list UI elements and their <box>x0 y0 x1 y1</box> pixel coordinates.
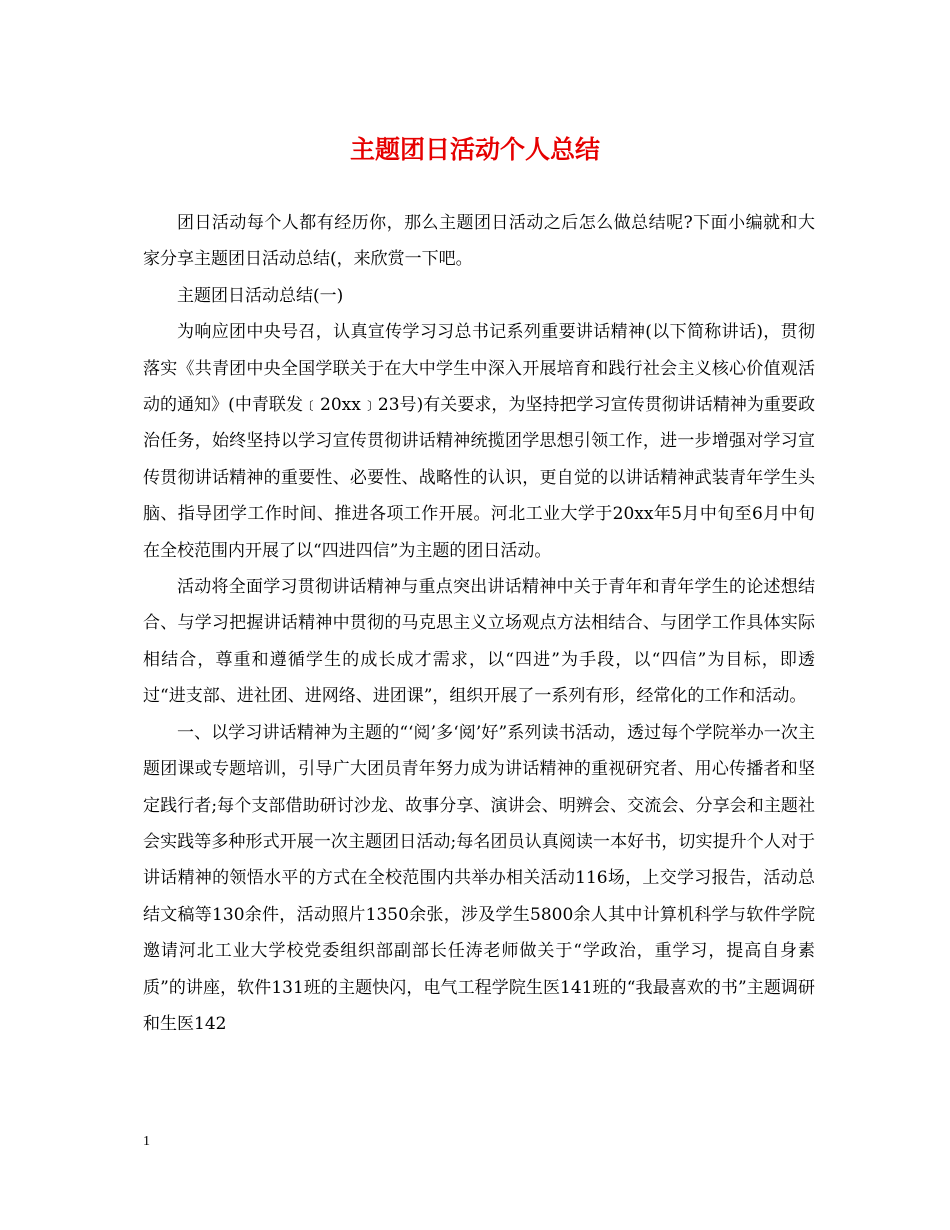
paragraph-section-heading: 主题团日活动总结(一) <box>177 285 344 306</box>
paragraph-response: 为响应团中央号召，认真宣传学习习总书记系列重要讲话精神(以下简称讲话)，贯彻落实《共青团中央全国学联关于在大中学生中深入开展培育和践行社会主义核心价值观活动的通知》(中青联发﹝20xx﹞23号)有关要求，为坚持把学习宣传贯彻讲话精神为重要政治任务，始终坚持以学习宣传贯彻讲话精神统揽团学思想引领工作，进一步增强对学习宣传贯彻讲话精神的重要性、必要性、战略性的认识，更自觉的以讲话精神武装青年学生头脑、指导团学工作时间、推进各项工作开展。河北工业大学于20xx年5月中旬至6月中旬在全校范围内开展了以“四进四信”为主题的团日活动。 <box>143 322 815 561</box>
paragraph-activity: 活动将全面学习贯彻讲话精神与重点突出讲话精神中关于青年和青年学生的论述想结合、与学习把握讲话精神中贯彻的马克思主义立场观点方法相结合、与团学工作具体实际相结合，尊重和遵循学生的成长成才需求，以“四进”为手段，以“四信”为目标，即透过“进支部、进社团、进网络、进团课”，组织开展了一系列有形，经常化的工作和活动。 <box>143 577 815 707</box>
document-title: 主题团日活动个人总结 <box>349 135 600 164</box>
paragraph-reading-activity: 一、以学习讲话精神为主题的“‘阅’多‘阅’好”系列读书活动，透过每个学院举办一次主题团课或专题培训，引导广大团员青年努力成为讲话精神的重视研究者、用心传播者和坚定践行者;每个支部借助研讨沙龙、故事分享、演讲会、明辨会、交流会、分享会和主题社会实践等多种形式开展一次主题团日活动;每名团员认真阅读一本好书，切实提升个人对于讲话精神的领悟水平的方式在全校范围内共举办相关活动116场，上交学习报告，活动总结文稿等130余件，活动照片1350余张，涉及学生5800余人其中计算机科学与软件学院邀请河北工业大学校党委组织部副部长任涛老师做关于“学政治，重学习，提高自身素质”的讲座，软件131班的主题快闪，电气工程学院生医141班的“我最喜欢的书”主题调研和生医142 <box>143 722 815 1034</box>
document-body <box>143 205 815 1042</box>
paragraph-intro: 团日活动每个人都有经历你，那么主题团日活动之后怎么做总结呢?下面小编就和大家分享主题团日活动总结(，来欣赏一下吧。 <box>143 213 815 270</box>
page-number: 1 <box>143 1134 150 1149</box>
